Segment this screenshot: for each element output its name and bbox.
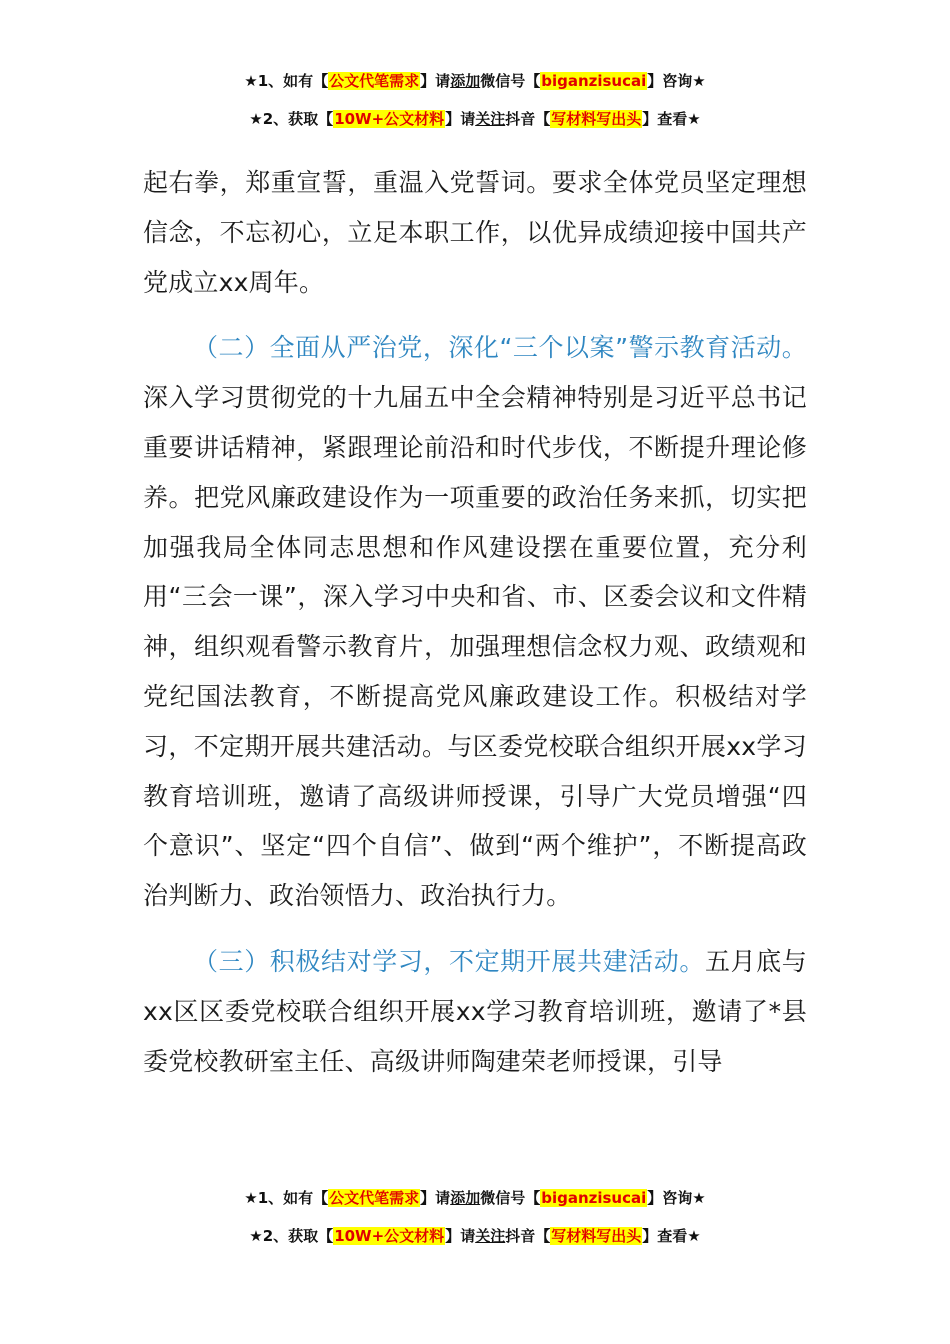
paragraph-1: 起右拳，郑重宣誓，重温入党誓词。要求全体党员坚定理想信念，不忘初心，立足本职工作，以优异成绩迎接中国共产党成立xx周年。 xyxy=(143,168,807,297)
paragraph-3 xyxy=(143,937,807,1086)
highlight-douyin-account: 写材料写出头 xyxy=(551,110,642,128)
paragraph-2 xyxy=(143,323,807,921)
paragraph-2-text: 深入学习贯彻党的十九届五中全会精神特别是习近平总书记重要讲话精神，紧跟理论前沿和时代步伐，不断提升理论修养。把党风廉政建设作为一项重要的政治任务来抓，切实把加强我局全体同志思想和作风建设摆在重要位置，充分利用“三会一课”，深入学习中央和省、市、区委会议和文件精神，组织观看警示教育片，加强理想信念权力观、政绩观和党纪国法教育，不断提高党风廉政建设工作。积极结对学习，不定期开展共建活动。与区委党校联合组织开展xx学习教育培训班，邀请了高级讲师授课，引导广大党员增强“四个意识”、坚定“四个自信”、做到“两个维护”，不断提高政治判断力、政治领悟力、政治执行力。 xyxy=(143,383,807,911)
banner-line-1: ★1、如有【公文代笔需求】请添加微信号【biganzisucai】咨询★ xyxy=(244,72,706,90)
banner-line-2: ★2、获取【10W+公文材料】请关注抖音【写材料写出头】查看★ xyxy=(249,110,701,128)
highlight-wechat-id: biganzisucai xyxy=(541,1189,647,1207)
highlight-materials: 10W+公文材料 xyxy=(334,1227,445,1245)
document-body xyxy=(143,158,807,1086)
highlight-service: 公文代笔需求 xyxy=(329,72,420,90)
highlight-materials: 10W+公文材料 xyxy=(334,110,445,128)
footer-line-1: ★1、如有【公文代笔需求】请添加微信号【biganzisucai】咨询★ xyxy=(244,1189,706,1207)
highlight-douyin-account: 写材料写出头 xyxy=(551,1227,642,1245)
highlight-service: 公文代笔需求 xyxy=(329,1189,420,1207)
section-heading-3: （三）积极结对学习，不定期开展共建活动。 xyxy=(193,946,705,976)
section-heading-2: （二）全面从严治党，深化“三个以案”警示教育活动。 xyxy=(193,333,807,363)
footer-banner xyxy=(0,1179,950,1255)
paragraph-3-text: 五月底与xx区区委党校联合组织开展xx学习教育培训班，邀请了*县委党校教研室主任、高级讲师陶建荣老师授课，引导 xyxy=(143,946,807,1076)
header-banner xyxy=(0,62,950,138)
highlight-wechat-id: biganzisucai xyxy=(541,72,647,90)
footer-line-2: ★2、获取【10W+公文材料】请关注抖音【写材料写出头】查看★ xyxy=(249,1227,701,1245)
